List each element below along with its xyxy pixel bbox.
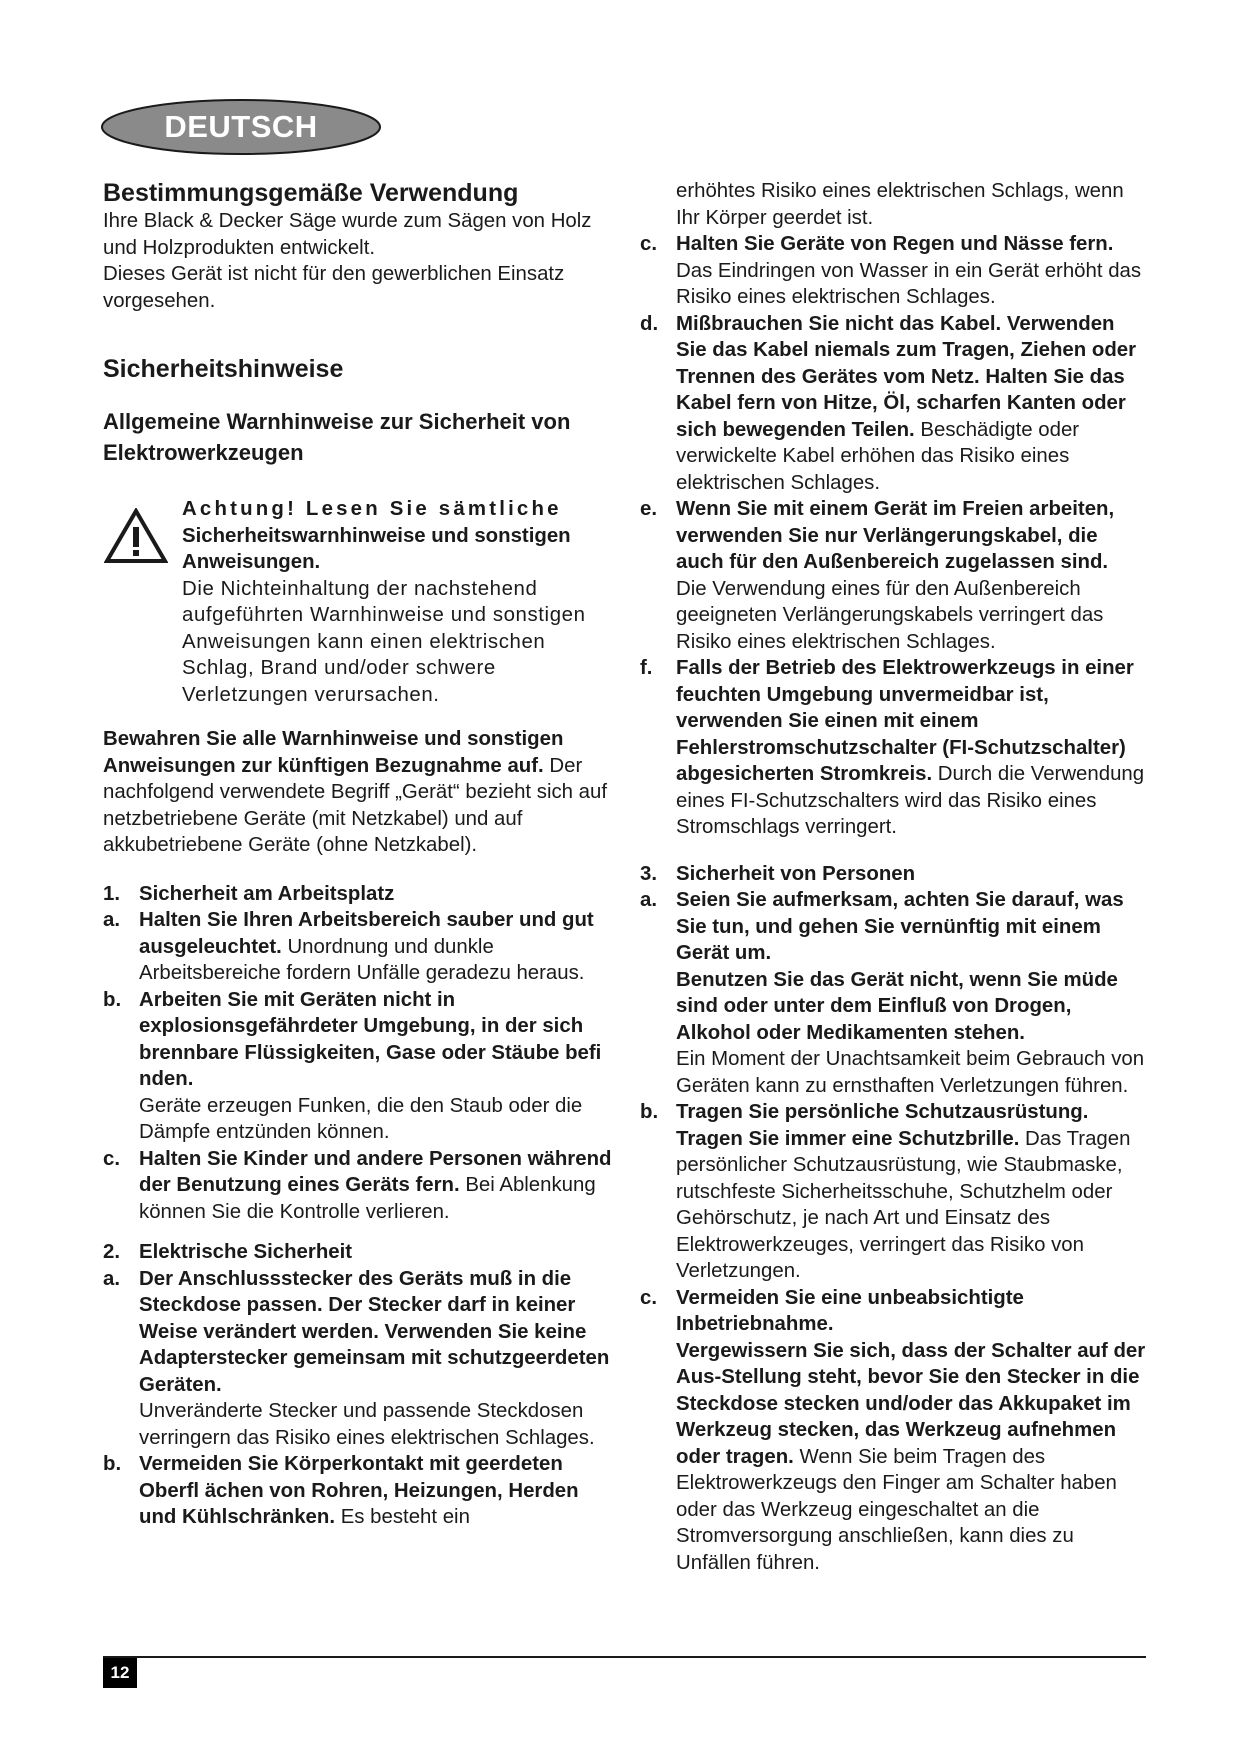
heading-general-warnings: Allgemeine Warnhinweise zur Sicherheit von Elektrowerkzeugen	[103, 409, 571, 465]
warning-body-text: Die Nichteinhaltung der nachstehend aufgeführten Warnhinweise und sonstigen Anweisungen kann einen elektrischen Schlag, Brand und/oder schwere Verletzungen verursachen.	[182, 577, 586, 706]
language-label: DEUTSCH	[164, 109, 318, 144]
list-item-1c: c. Halten Sie Kinder und andere Personen während der Benutzung eines Geräts fern. Bei Ablenkung können Sie die Kontrolle verlieren.	[103, 1147, 612, 1223]
list-item-2b-continued: erhöhtes Risiko eines elektrischen Schlags, wenn Ihr Körper geerdet ist.	[676, 180, 1124, 229]
list-item-1b: b. Arbeiten Sie mit Geräten nicht in explosionsgefährdeter Umgebung, in der sich brennbare Flüssigkeiten, Gase oder Stäube befi nden. Geräte erzeugen Funken, die den Staub oder die Dämpfe entzünden können.	[103, 988, 602, 1143]
list-item-3a: a. Seien Sie aufmerksam, achten Sie darauf, was Sie tun, und gehen Sie vernünftig mit einem Gerät um. Benutzen Sie das Gerät nicht, wenn Sie müde sind oder unter dem Einfluß von Drogen, Alkohol oder Medikamenten stehen. Ein Moment der Unachtsamkeit beim Gebrauch von Geräten kann zu ernsthaften Verletzungen führen.	[640, 889, 1145, 1097]
warning-block	[103, 496, 613, 708]
heading-intended-use: Bestimmungsgemäße Verwendung	[103, 179, 519, 207]
page-number: 12	[103, 1658, 137, 1688]
list-item-2d: d. Mißbrauchen Sie nicht das Kabel. Verwenden Sie das Kabel niemals zum Tragen, Ziehen oder Trennen des Gerätes vom Netz. Halten Sie das Kabel fern von Hitze, Öl, scharfen Kanten oder sich bewegenden Teilen. Beschädigte oder verwickelte Kabel erhöhen das Risiko eines elektrischen Schlages.	[640, 312, 1137, 494]
keep-instructions: Bewahren Sie alle Warnhinweise und sonstigen Anweisungen zur künftigen Bezugnahme auf. Der nachfolgend verwendete Begriff „Gerät“ bezieht sich auf netzbetriebene Geräte (mit Netzkabel) und auf akkubetriebene Geräte (ohne Netzkabel).	[103, 728, 608, 856]
heading-safety: Sicherheitshinweise	[103, 355, 344, 383]
list-item-2e: e. Wenn Sie mit einem Gerät im Freien arbeiten, verwenden Sie nur Verlängerungskabel, die auch für den Außenbereich zugelassen sind. Die Verwendung eines für den Außenbereich geeigneten Verlängerungskabels verringert das Risiko eines elektrischen Schlages.	[640, 498, 1115, 653]
warning-bold-text: Sicherheitswarnhinweise und sonstigen Anweisungen.	[182, 524, 571, 573]
section-3-title: 3. Sicherheit von Personen	[640, 862, 916, 885]
language-badge	[100, 97, 382, 157]
list-item-2f: f. Falls der Betrieb des Elektrowerkzeugs in einer feuchten Umgebung unvermeidbar ist, verwenden Sie einen mit einem Fehlerstromschutzschalter (FI-Schutzschalter) abgesicherten Stromkreis. Durch die Verwendung eines FI-Schutzschalters wird das Risiko eines Stromschlags verringert.	[640, 657, 1145, 838]
section-1-title: 1. Sicherheit am Arbeitsplatz	[103, 882, 395, 905]
list-item-3c: c. Vermeiden Sie eine unbeabsichtigte Inbetriebnahme. Vergewissern Sie sich, dass der Schalter auf der Aus-Stellung steht, bevor Sie den Stecker in die Steckdose stecken und/oder das Akkupaket im Werkzeug stecken, das Werkzeug aufnehmen oder tragen. Wenn Sie beim Tragen des Elektrowerkzeugs den Finger am Schalter haben oder das Werkzeug eingeschaltet an die Stromversorgung anschließen, kann dies zu Unfällen führen.	[640, 1286, 1146, 1574]
list-item-1a: a. Halten Sie Ihren Arbeitsbereich sauber und gut ausgeleuchtet. Unordnung und dunkle Arbeitsbereiche fordern Unfälle geradezu heraus.	[103, 909, 594, 984]
left-column	[103, 178, 613, 1531]
intended-use-text-1: Ihre Black & Decker Säge wurde zum Sägen von Holz und Holzprodukten entwickelt.	[103, 210, 592, 259]
section-2-title: 2. Elektrische Sicherheit	[103, 1241, 353, 1263]
list-item-2a: a. Der Anschlussstecker des Geräts muß in die Steckdose passen. Der Stecker darf in keiner Weise verändert werden. Verwenden Sie keine Adapterstecker gemeinsam mit schutzgeerdeten Geräten. Unveränderte Stecker und passende Steckdosen verringern das Risiko eines elektrischen Schlages.	[103, 1267, 610, 1449]
warning-triangle-icon	[104, 508, 168, 564]
list-item-2c: c. Halten Sie Geräte von Regen und Nässe fern. Das Eindringen von Wasser in ein Gerät erhöht das Risiko eines elektrischen Schlages.	[640, 233, 1142, 308]
footer-divider	[103, 1656, 1146, 1658]
intended-use-text-2: Dieses Gerät ist nicht für den gewerblichen Einsatz vorgesehen.	[103, 263, 565, 312]
right-column	[640, 178, 1150, 1576]
warning-attention: Achtung! Lesen Sie sämtliche	[182, 498, 562, 520]
list-item-2b: b. Vermeiden Sie Körperkontakt mit geerdeten Oberfl ächen von Rohren, Heizungen, Herden und Kühlschränken. Es besteht ein	[103, 1453, 579, 1528]
list-item-3b: b. Tragen Sie persönliche Schutzausrüstung. Tragen Sie immer eine Schutzbrille. Das Tragen persönlicher Schutzausrüstung, wie Staubmaske, rutschfeste Sicherheitsschuhe, Schutzhelm oder Gehörschutz, je nach Art und Einsatz des Elektrowerkzeuges, verringert das Risiko von Verletzungen.	[640, 1101, 1131, 1282]
